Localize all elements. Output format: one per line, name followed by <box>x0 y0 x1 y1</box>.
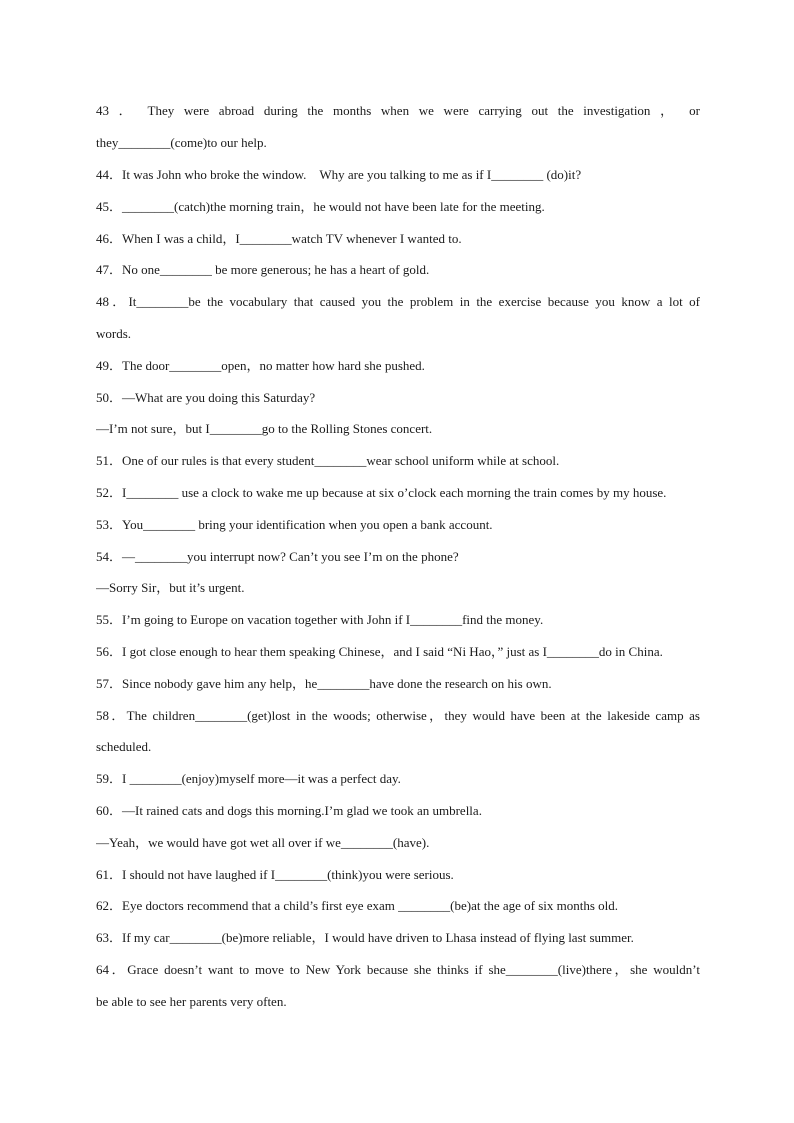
question-48-line-2: words. <box>96 326 132 341</box>
question-54-line-1: 54．—________you interrupt now? Can’t you see I’m on the phone? <box>96 549 459 564</box>
question-59: 59．I ________(enjoy)myself more—it was a perfect day. <box>96 771 401 786</box>
question-43-line-2: they________(come)to our help. <box>96 135 267 150</box>
question-56: 56．I got close enough to hear them speaking Chinese，and I said “Ni Hao，” just as I________do in China. <box>96 644 663 659</box>
question-52: 52．I________ use a clock to wake me up because at six o’clock each morning the train comes by my house. <box>96 485 667 500</box>
question-60-line-1: 60．—It rained cats and dogs this morning.I’m glad we took an umbrella. <box>96 803 482 818</box>
question-49: 49．The door________open，no matter how hard she pushed. <box>96 358 425 373</box>
question-51: 51．One of our rules is that every student________wear school uniform while at school. <box>96 453 560 468</box>
question-58-line-1: 58．The children________(get)lost in the woods; otherwise，they would have been at the lakeside camp as <box>96 708 700 723</box>
question-55: 55．I’m going to Europe on vacation together with John if I________find the money. <box>96 612 544 627</box>
question-50-line-2: —I’m not sure，but I________go to the Rolling Stones concert. <box>96 421 433 436</box>
question-44: 44．It was John who broke the window. Why are you talking to me as if I________ (do)it? <box>96 167 582 182</box>
question-57: 57．Since nobody gave him any help，he________have done the research on his own. <box>96 676 552 691</box>
question-48-line-1: 48．It________be the vocabulary that caused you the problem in the exercise because you know a lot of <box>96 294 700 309</box>
question-62: 62．Eye doctors recommend that a child’s first eye exam ________(be)at the age of six months old. <box>96 898 619 913</box>
question-45: 45．________(catch)the morning train，he would not have been late for the meeting. <box>96 199 545 214</box>
question-53: 53．You________ bring your identification when you open a bank account. <box>96 517 493 532</box>
question-46: 46．When I was a child，I________watch TV whenever I wanted to. <box>96 231 462 246</box>
question-54-line-2: —Sorry Sir，but it’s urgent. <box>96 580 245 595</box>
question-43-line-1: 43 ． They were abroad during the months when we were carrying out the investigation ， or <box>96 103 700 118</box>
question-50-line-1: 50．—What are you doing this Saturday? <box>96 390 316 405</box>
question-64-line-1: 64．Grace doesn’t want to move to New York because she thinks if she________(live)there，she wouldn’t <box>96 962 700 977</box>
question-60-line-2: —Yeah，we would have got wet all over if we________(have). <box>96 835 430 850</box>
question-63: 63．If my car________(be)more reliable，I would have driven to Lhasa instead of flying last summer. <box>96 930 634 945</box>
question-61: 61．I should not have laughed if I________(think)you were serious. <box>96 867 454 882</box>
question-64-line-2: be able to see her parents very often. <box>96 994 287 1009</box>
question-58-line-2: scheduled. <box>96 739 152 754</box>
question-47: 47．No one________ be more generous; he has a heart of gold. <box>96 262 430 277</box>
